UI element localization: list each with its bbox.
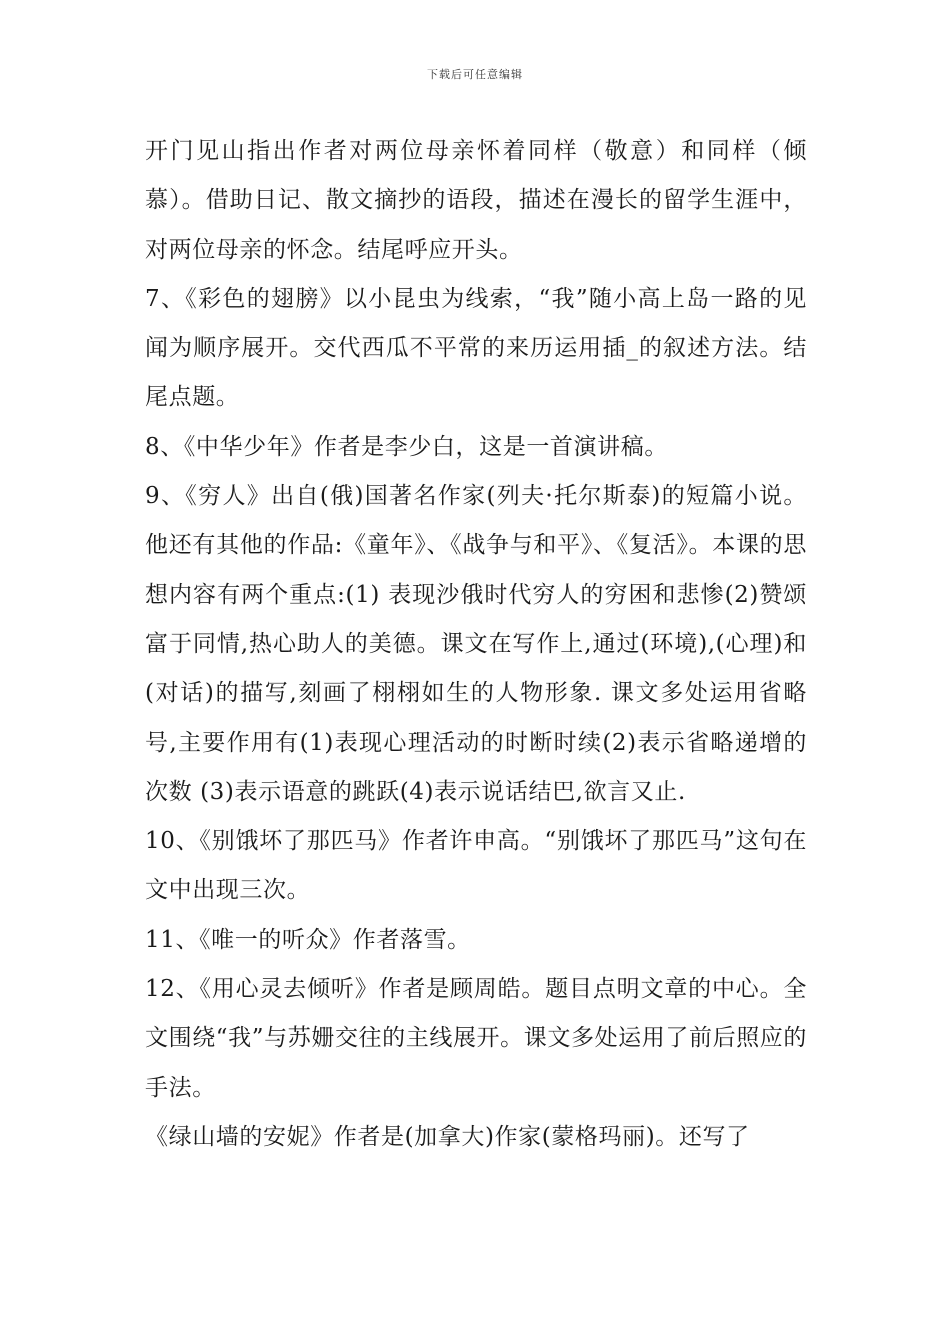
- paragraph-item-8: 8、《中华少年》作者是李少白，这是一首演讲稿。: [145, 433, 668, 460]
- paragraph-anne: 《绿山墙的安妮》作者是(加拿大)作家(蒙格玛丽)。还写了: [145, 1123, 750, 1150]
- page-header: 下载后可任意编辑: [427, 68, 523, 81]
- paragraph-item-10: 10、《别饿坏了那匹马》作者许申高。“别饿坏了那匹马”这句在文中出现三次。: [145, 828, 807, 904]
- paragraph-item-7: 7、《彩色的翅膀》以小昆虫为线索，“我”随小高上岛一路的见闻为顺序展开。交代西瓜不平常的来历运用插_的叙述方法。结尾点题。: [145, 285, 807, 411]
- document-body: [145, 127, 807, 1162]
- paragraph-item-9: 9、《穷人》出自(俄)国著名作家(列夫·托尔斯泰)的短篇小说。他还有其他的作品:《童年》、《战争与和平》、《复活》。本课的思想内容有两个重点:(1) 表现沙俄时代穷人的穷困和悲惨(2)赞颂富于同情,热心助人的美德。课文在写作上,通过(环境),(心理)和(对话)的描写,刻画了栩栩如生的人物形象. 课文多处运用省略号,主要作用有(1)表现心理活动的时断时续(2)表示省略递增的次数 (3)表示语意的跳跃(4)表示说话结巴,欲言又止.: [145, 483, 807, 805]
- paragraph-item-12: 12、《用心灵去倾听》作者是顾周皓。题目点明文章的中心。全文围绕“我”与苏姗交往的主线展开。课文多处运用了前后照应的手法。: [145, 976, 807, 1101]
- paragraph-intro: 开门见山指出作者对两位母亲怀着同样（敬意）和同样（倾慕）。借助日记、散文摘抄的语段，描述在漫长的留学生涯中，对两位母亲的怀念。结尾呼应开头。: [145, 138, 807, 263]
- paragraph-item-11: 11、《唯一的听众》作者落雪。: [145, 926, 471, 953]
